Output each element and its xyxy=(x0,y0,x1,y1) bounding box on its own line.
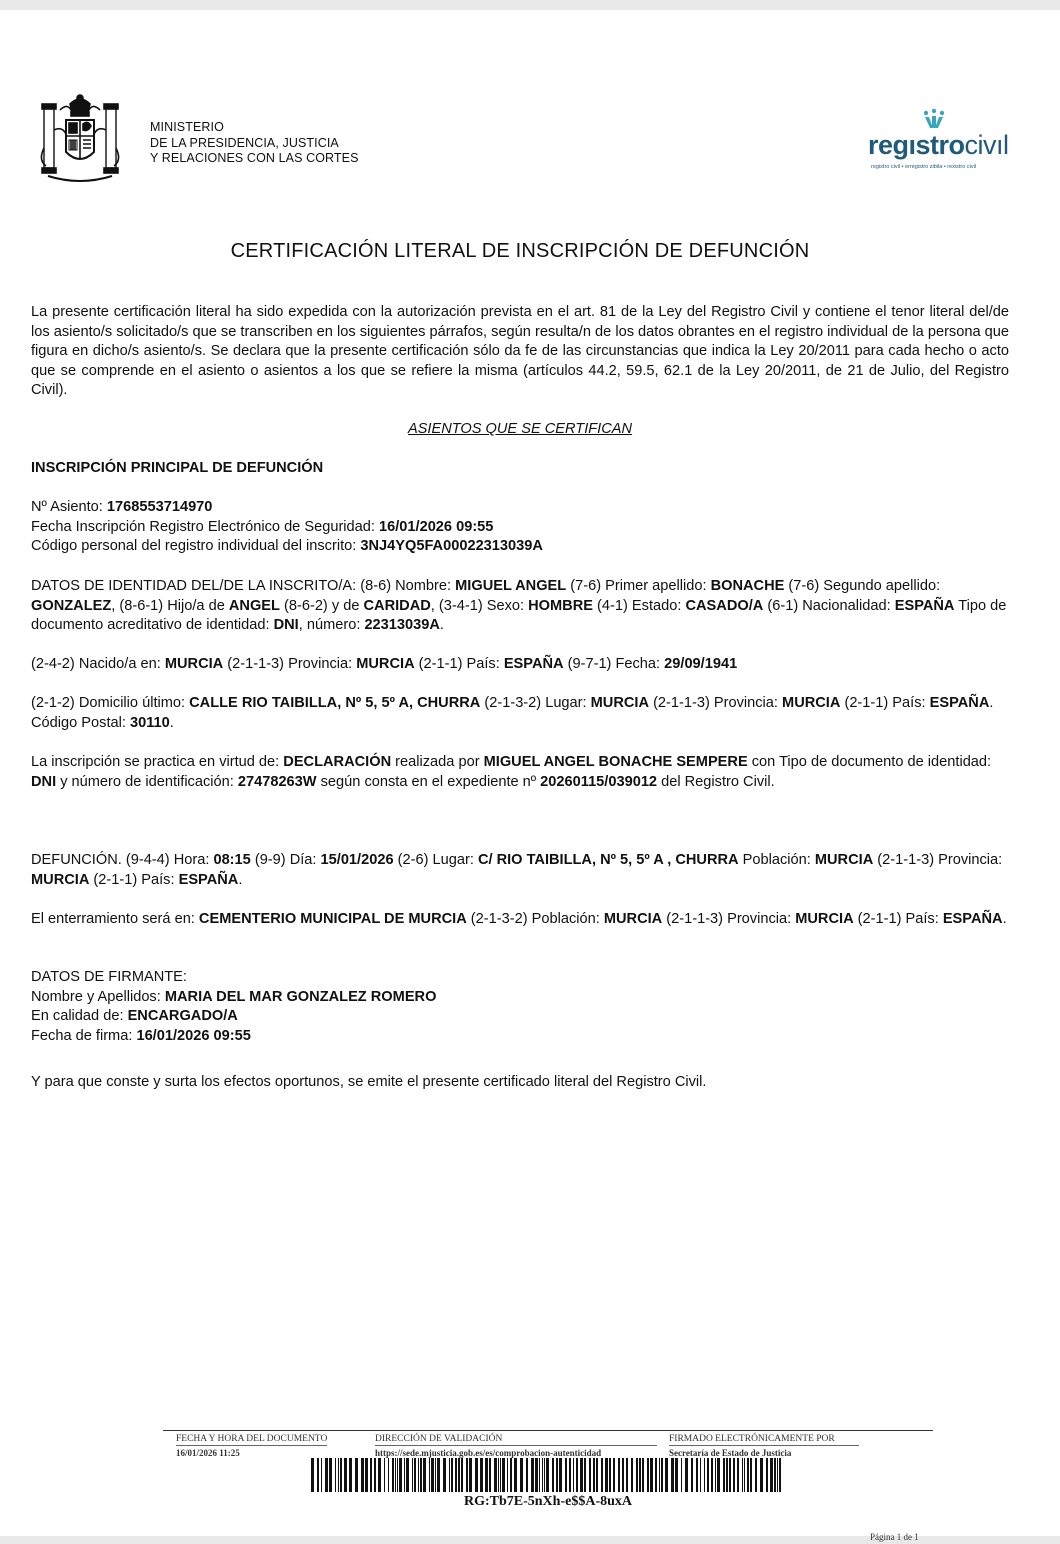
ministry-line: MINISTERIO xyxy=(150,120,224,134)
firmante-calidad-label: En calidad de: xyxy=(31,1008,128,1024)
declaracion-paragraph xyxy=(31,753,1009,792)
text-fragment: (6-1) Nacionalidad: xyxy=(763,597,895,614)
identidad-paragraph xyxy=(31,577,1009,636)
footer-rule xyxy=(163,1430,933,1431)
text-fragment: . xyxy=(1002,911,1007,927)
nombre-value: MIGUEL ANGEL xyxy=(455,578,567,594)
document-footer xyxy=(163,1430,933,1542)
text-fragment: . xyxy=(169,714,174,731)
page-number: Página 1 de 1 xyxy=(870,1532,919,1542)
text-fragment: La inscripción se practica en virtud de: xyxy=(31,754,284,770)
text-fragment: (7-6) Segundo apellido: xyxy=(784,578,941,594)
text-fragment: El enterramiento será en: xyxy=(31,911,199,927)
text-fragment: (2-4-2) Nacido/a en: xyxy=(31,656,165,672)
nacimiento-provincia: MURCIA xyxy=(356,656,415,672)
defuncion-lugar: C/ RIO TAIBILLA, Nº 5, 5º A , CHURRA xyxy=(477,852,739,868)
firmante-fecha-label: Fecha de firma: xyxy=(31,1027,137,1044)
text-fragment: DATOS DE IDENTIDAD DEL/DE LA INSCRITO/A: (8-6) Nombre: xyxy=(31,578,456,594)
asiento-num: 1768553714970 xyxy=(106,499,213,515)
footer-firma-value: Secretaría de Estado de Justicia xyxy=(669,1448,792,1458)
text-fragment: (2-1-2) Domicilio último: xyxy=(31,695,190,711)
logo-word-bold: regıstro xyxy=(868,130,965,160)
text-fragment: . xyxy=(238,871,243,888)
defuncion-paragraph xyxy=(31,851,1009,890)
asiento-block xyxy=(31,498,1009,557)
defuncion-provincia: MURCIA xyxy=(31,871,90,888)
footer-fecha-value: 16/01/2026 11:25 xyxy=(176,1448,240,1458)
section-heading: INSCRIPCIÓN PRINCIPAL DE DEFUNCIÓN xyxy=(31,460,324,476)
logo-word-suffix: civıl xyxy=(964,130,1009,160)
declarante-num-doc: 27478263W xyxy=(237,773,317,790)
declaracion-tipo: DECLARACIÓN xyxy=(283,754,392,770)
defuncion-dia: 15/01/2026 xyxy=(320,852,394,868)
validation-code: RG:Tb7E-5nXh-e$$A-8uxA xyxy=(463,1494,632,1509)
expediente-value: 20260115/039012 xyxy=(540,773,658,790)
text-fragment: (8-6-2) y de xyxy=(279,597,364,614)
enterramiento-pais: ESPAÑA xyxy=(942,911,1003,927)
text-fragment: . Código Postal: xyxy=(31,695,994,731)
declarante-tipo-doc: DNI xyxy=(31,773,57,790)
domicilio-paragraph xyxy=(31,694,1009,733)
nacimiento-paragraph xyxy=(31,655,1009,675)
estado-value: CASADO/A xyxy=(685,597,764,614)
firmante-calidad: ENCARGADO/A xyxy=(127,1008,238,1024)
document-page xyxy=(0,10,1060,1542)
text-fragment: (4-1) Estado: xyxy=(593,597,686,614)
enterramiento-provincia: MURCIA xyxy=(795,911,854,927)
registro-civil-logo xyxy=(868,108,1024,174)
text-fragment: realizada por xyxy=(391,754,484,770)
footer-firma xyxy=(669,1434,859,1458)
madre-value: CARIDAD xyxy=(363,597,431,614)
footer-firma-label: FIRMADO ELECTRÓNICAMENTE POR xyxy=(669,1434,859,1446)
asiento-codigo: 3NJ4YQ5FA00022313039A xyxy=(360,538,543,554)
text-fragment: , (3-4-1) Sexo: xyxy=(430,597,529,614)
domicilio-direccion: CALLE RIO TAIBILLA, Nº 5, 5º A, CHURRA xyxy=(189,695,481,711)
text-fragment: (2-1-1) País: xyxy=(840,695,930,711)
footer-fecha-label: FECHA Y HORA DEL DOCUMENTO xyxy=(176,1434,328,1444)
nacimiento-lugar: MURCIA xyxy=(164,656,224,672)
text-fragment: Población: xyxy=(738,852,815,868)
asiento-fecha-label: Fecha Inscripción Registro Electrónico de Seguridad: xyxy=(31,518,379,535)
text-fragment: . xyxy=(439,617,444,633)
apellido1-value: BONACHE xyxy=(710,578,785,594)
asiento-codigo-label: Código personal del registro individual del inscrito: xyxy=(31,538,361,554)
text-fragment: (2-1-1-3) Provincia: xyxy=(223,656,357,672)
document-title: CERTIFICACIÓN LITERAL DE INSCRIPCIÓN DE DEFUNCIÓN xyxy=(230,240,810,262)
text-fragment: y número de identificación: xyxy=(56,773,238,790)
sexo-value: HOMBRE xyxy=(528,597,593,614)
enterramiento-lugar: CEMENTERIO MUNICIPAL DE MURCIA xyxy=(198,911,467,927)
defuncion-poblacion: MURCIA xyxy=(814,852,874,868)
footer-direccion xyxy=(375,1434,657,1458)
ministry-name xyxy=(150,120,359,167)
logo-tagline: registro civil • erregistro zibila • rexistro civil xyxy=(871,164,977,170)
text-fragment: (2-1-3-2) Población: xyxy=(466,911,604,927)
validation-barcode xyxy=(311,1458,786,1492)
apellido2-value: GONZALEZ xyxy=(31,597,112,614)
text-fragment: (2-1-1-3) Provincia: xyxy=(873,852,1003,868)
firmante-nombre-label: Nombre y Apellidos: xyxy=(31,988,165,1005)
text-fragment: (9-9) Día: xyxy=(250,852,321,868)
text-fragment: (9-7-1) Fecha: xyxy=(563,656,665,672)
text-fragment: (2-1-1-3) Provincia: xyxy=(649,695,783,711)
footer-direccion-value: https://sede.mjusticia.gob.es/es/comprobacion-autenticidad xyxy=(375,1448,602,1458)
asiento-num-label: Nº Asiento: xyxy=(31,499,107,515)
defuncion-pais: ESPAÑA xyxy=(178,871,239,888)
enterramiento-paragraph xyxy=(31,910,1009,930)
text-fragment: (7-6) Primer apellido: xyxy=(566,578,711,594)
text-fragment: (2-1-1-3) Provincia: xyxy=(662,911,796,927)
text-fragment: Tipo de documento acreditativo de identidad: xyxy=(31,597,1007,633)
spain-coat-of-arms-icon xyxy=(40,90,120,190)
tipo-doc-value: DNI xyxy=(273,617,299,633)
registro-civil-emblem-icon xyxy=(920,108,948,130)
footer-fecha xyxy=(176,1434,327,1458)
text-fragment: (2-1-1) País: xyxy=(414,656,504,672)
numero-doc-value: 22313039A xyxy=(364,617,440,633)
nacionalidad-value: ESPAÑA xyxy=(894,597,955,614)
declarante-value: MIGUEL ANGEL BONACHE SEMPERE xyxy=(483,754,748,770)
domicilio-cp: 30110 xyxy=(129,714,170,731)
intro-paragraph: La presente certificación literal ha sido expedida con la autorización prevista en el art. 81 de la Ley del Registro Civil y contiene el tenor literal del/de los asiento/s solicitado/s que se transcriben en los siguientes párrafos, según resulta/n de los datos obrantes en el registro individual de la persona que figura en dicho/s asiento/s. Se declara que la presente certificación sólo da fe de las circunstancias que indica la Ley 20/2011 para cada hecho o acto que se comprende en el asiento o asientos a los que se refiere la misma (artículos 44.2, 59.5, 62.1 de la Ley 20/2011, de 21 de Julio, del Registro Civil). xyxy=(31,304,1009,398)
footer-direccion-label: DIRECCIÓN DE VALIDACIÓN xyxy=(375,1434,657,1446)
text-fragment: (2-1-1) País: xyxy=(853,911,943,927)
text-fragment: DEFUNCIÓN. (9-4-4) Hora: xyxy=(31,852,214,868)
text-fragment: (2-1-1) País: xyxy=(89,871,179,888)
asientos-heading: ASIENTOS QUE SE CERTIFICAN xyxy=(407,421,633,437)
nacimiento-pais: ESPAÑA xyxy=(503,656,564,672)
ministry-line: DE LA PRESIDENCIA, JUSTICIA xyxy=(150,135,339,150)
text-fragment: según consta en el expediente nº xyxy=(316,773,541,790)
padre-value: ANGEL xyxy=(228,597,280,614)
firmante-fecha: 16/01/2026 09:55 xyxy=(136,1027,251,1044)
text-fragment: con Tipo de documento de identidad: xyxy=(747,754,992,770)
text-fragment: , (8-6-1) Hijo/a de xyxy=(111,597,229,614)
firmante-block xyxy=(31,968,1009,1046)
firmante-heading: DATOS DE FIRMANTE: xyxy=(31,969,187,985)
enterramiento-poblacion: MURCIA xyxy=(603,911,663,927)
domicilio-lugar: MURCIA xyxy=(590,695,650,711)
text-fragment: (2-6) Lugar: xyxy=(393,852,478,868)
asiento-fecha: 16/01/2026 09:55 xyxy=(379,518,494,535)
text-fragment: , número: xyxy=(298,617,365,633)
text-fragment: del Registro Civil. xyxy=(657,773,775,790)
logo-wordmark xyxy=(868,130,1009,161)
nacimiento-fecha: 29/09/1941 xyxy=(664,656,738,672)
domicilio-provincia: MURCIA xyxy=(782,695,841,711)
defuncion-hora: 08:15 xyxy=(213,852,251,868)
closing-paragraph: Y para que conste y surta los efectos oportunos, se emite el presente certificado literal del Registro Civil. xyxy=(31,1074,707,1090)
firmante-nombre: MARIA DEL MAR GONZALEZ ROMERO xyxy=(164,988,437,1005)
text-fragment: (2-1-3-2) Lugar: xyxy=(480,695,591,711)
domicilio-pais: ESPAÑA xyxy=(929,695,990,711)
ministry-line: Y RELACIONES CON LAS CORTES xyxy=(150,151,359,165)
